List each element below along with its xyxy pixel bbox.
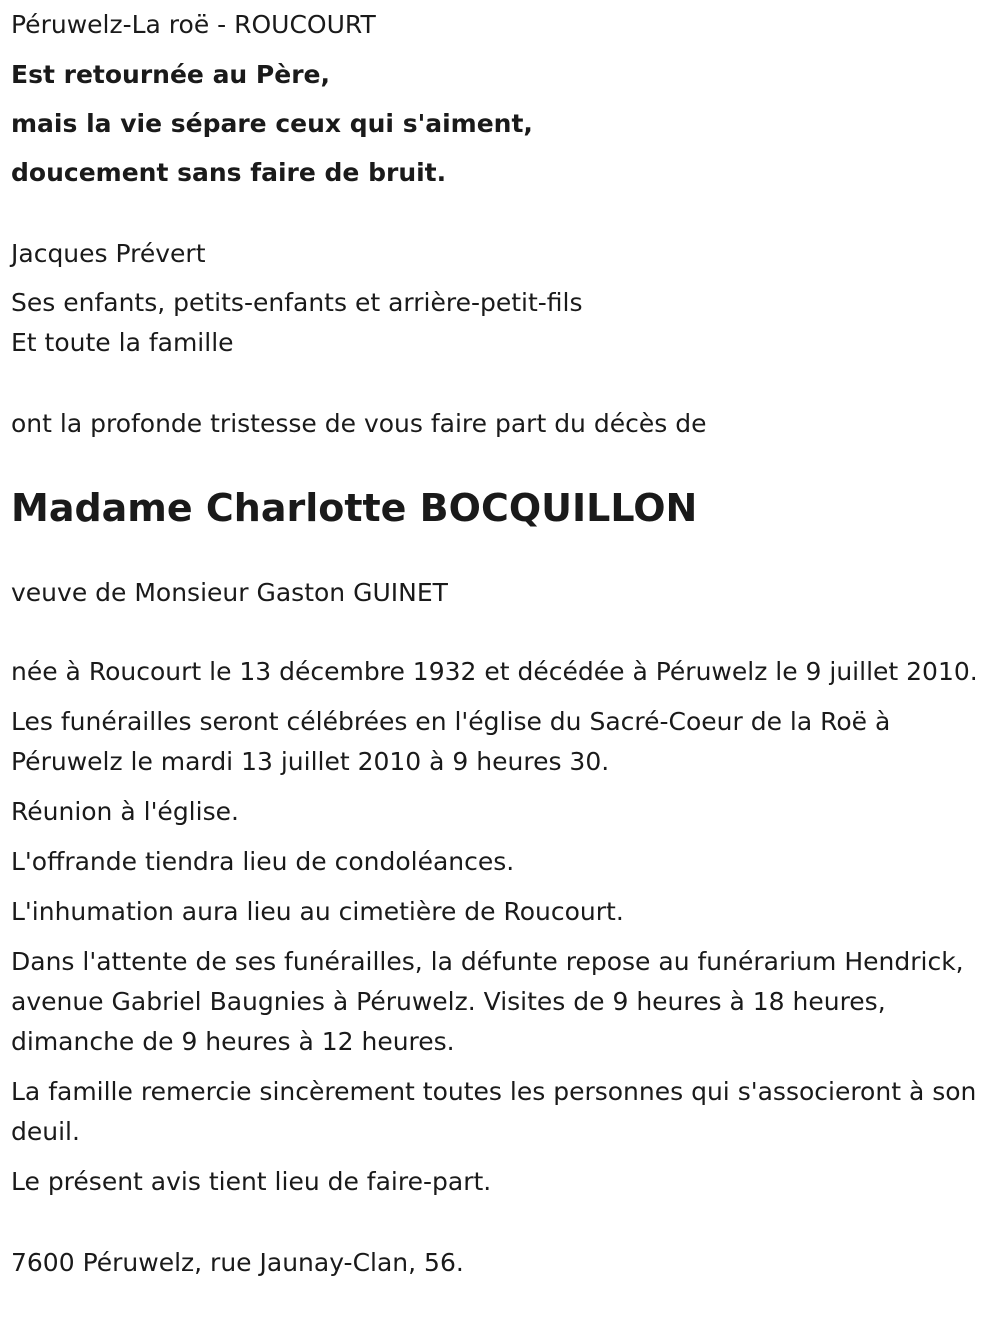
family-line-1: Ses enfants, petits-enfants et arrière-petit-fils xyxy=(11,288,583,317)
quote-author: Jacques Prévert xyxy=(11,239,206,268)
notice-statement: Le présent avis tient lieu de faire-part. xyxy=(11,1167,492,1196)
location-header: Péruwelz-La roë - ROUCOURT xyxy=(11,10,376,39)
birth-death-dates: née à Roucourt le 13 décembre 1932 et décédée à Péruwelz le 9 juillet 2010. xyxy=(11,657,978,686)
quote-line-1: Est retournée au Père, xyxy=(11,60,330,89)
quote-line-2: mais la vie sépare ceux qui s'aiment, xyxy=(11,109,533,138)
family-thanks: La famille remercie sincèrement toutes les personnes qui s'associeront à son deuil. xyxy=(11,1077,977,1146)
poem-quote xyxy=(11,55,988,193)
funeral-home-visits: Dans l'attente de ses funérailles, la défunte repose au funérarium Hendrick, avenue Gabriel Baugnies à Péruwelz. Visites de 9 heures à 18 heures, dimanche de 9 heures à 12 heures. xyxy=(11,947,964,1056)
offering-note: L'offrande tiendra lieu de condoléances. xyxy=(11,847,515,876)
funeral-ceremony: Les funérailles seront célébrées en l'église du Sacré-Coeur de la Roë à Péruwelz le mardi 13 juillet 2010 à 9 heures 30. xyxy=(11,707,891,776)
family-address: 7600 Péruwelz, rue Jaunay-Clan, 56. xyxy=(11,1248,464,1277)
deceased-name: Madame Charlotte BOCQUILLON xyxy=(11,486,698,530)
family-line-2: Et toute la famille xyxy=(11,328,234,357)
burial-place: L'inhumation aura lieu au cimetière de Roucourt. xyxy=(11,897,624,926)
announcement-text: ont la profonde tristesse de vous faire part du décès de xyxy=(11,409,707,438)
meeting-place: Réunion à l'église. xyxy=(11,797,239,826)
quote-line-3: doucement sans faire de bruit. xyxy=(11,158,447,187)
family-block xyxy=(11,283,988,363)
widow-of: veuve de Monsieur Gaston GUINET xyxy=(11,578,448,607)
